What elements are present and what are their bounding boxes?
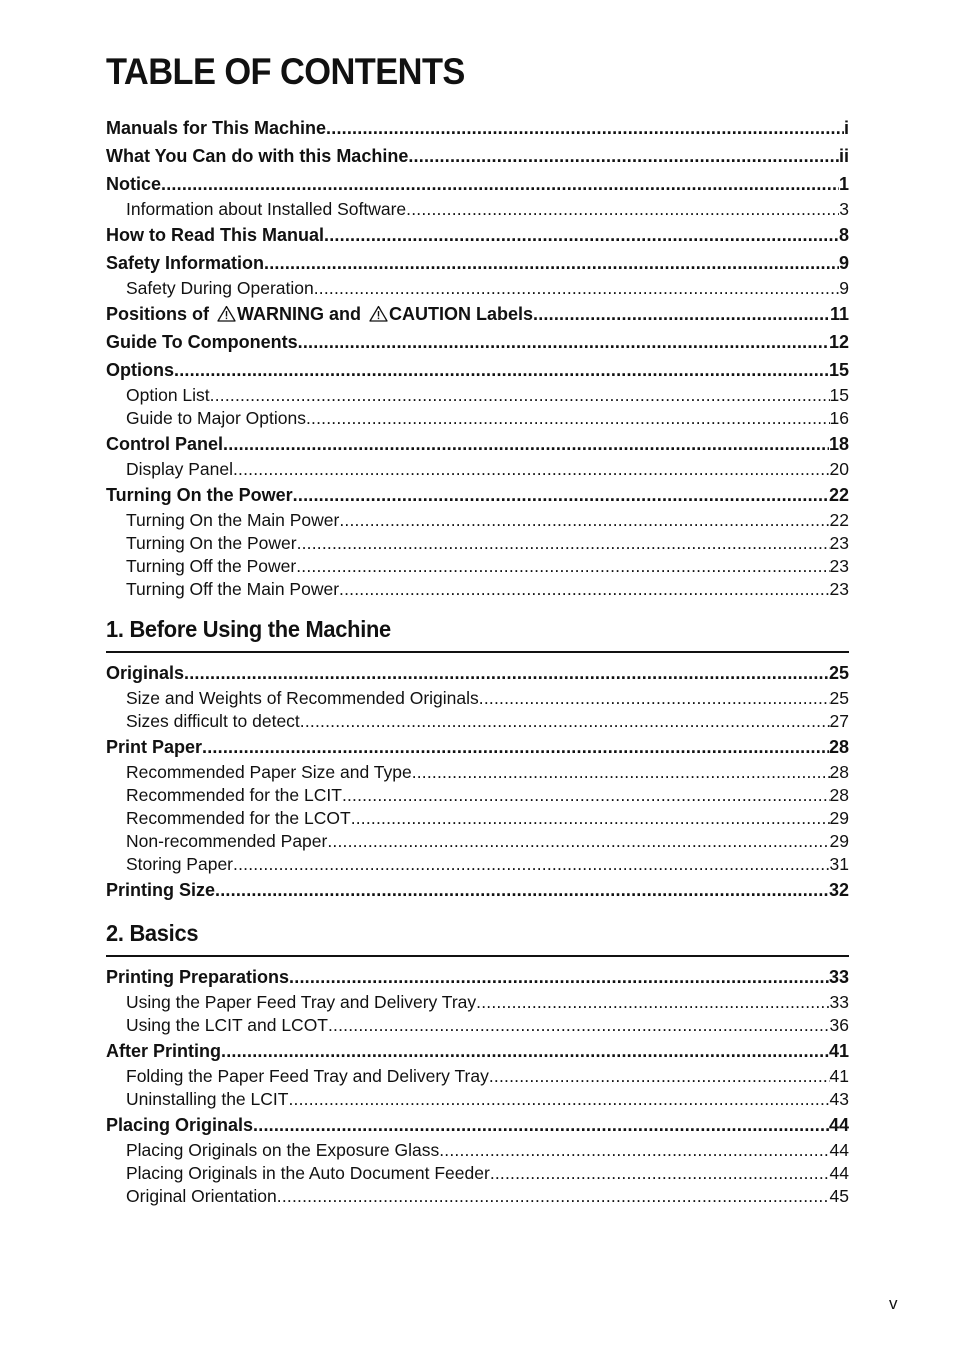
title-part: CAUTION Labels [389, 304, 534, 324]
toc-subentry[interactable] [106, 1065, 849, 1088]
warning-triangle-icon [217, 305, 236, 322]
toc-entry-title: Folding the Paper Feed Tray and Delivery Tray [126, 1066, 489, 1086]
toc-entry[interactable] [106, 142, 849, 170]
toc-entry[interactable] [106, 249, 849, 277]
dot-leader [328, 1014, 830, 1037]
dot-leader [327, 830, 829, 853]
toc-subentry[interactable] [106, 1014, 849, 1037]
dot-leader [221, 1037, 829, 1065]
toc-entry-title: Manuals for This Machine [106, 118, 327, 138]
toc-entry-title: Turning On the Power [106, 485, 293, 505]
warning-triangle-icon [369, 305, 388, 322]
toc-subentry[interactable] [106, 509, 849, 532]
dot-leader [439, 1139, 829, 1162]
toc-entry-title: Recommended Paper Size and Type [126, 762, 412, 782]
dot-leader [215, 876, 829, 904]
toc-subentry[interactable] [106, 384, 849, 407]
toc-subentry[interactable] [106, 532, 849, 555]
toc-entry-page: 44 [828, 1115, 849, 1135]
toc-entry[interactable] [106, 659, 849, 687]
dot-leader [253, 1111, 829, 1139]
toc-entry-title: Non-recommended Paper [126, 831, 328, 851]
toc-entry-page: 29 [829, 808, 849, 828]
dot-leader [490, 1162, 830, 1185]
dot-leader [324, 221, 839, 249]
toc-entry-title: Using the Paper Feed Tray and Delivery Tray [126, 992, 477, 1012]
toc-subentry[interactable] [106, 710, 849, 733]
dot-leader [298, 328, 829, 356]
toc-entry-page: 33 [829, 992, 849, 1012]
toc-entry-page: 28 [829, 785, 849, 805]
toc-entry-page: 41 [828, 1041, 849, 1061]
dot-leader [406, 198, 839, 221]
toc-subentry[interactable] [106, 407, 849, 430]
dot-leader [489, 1065, 830, 1088]
toc-entry-page: 31 [829, 854, 849, 874]
toc-entry-page: 44 [829, 1163, 849, 1183]
toc-entry-page: 45 [829, 1186, 849, 1206]
toc-entry-page: 8 [838, 225, 849, 245]
toc-entry-title: Guide To Components [106, 332, 298, 352]
toc-entry-title: Recommended for the LCIT [126, 785, 342, 805]
page-title: TABLE OF CONTENTS [106, 51, 465, 92]
dot-leader [264, 249, 839, 277]
dot-leader [306, 407, 830, 430]
toc-entry-page: 23 [829, 533, 849, 553]
dot-leader [202, 733, 829, 761]
toc-entry-page: 16 [829, 408, 849, 428]
toc-chapter-1 [106, 659, 849, 904]
toc-entry[interactable] [106, 430, 849, 458]
toc-entry-title: Printing Preparations [106, 967, 290, 987]
toc-entry-page: 32 [828, 880, 849, 900]
toc-entry-title: Guide to Major Options [126, 408, 306, 428]
toc-subentry[interactable] [106, 1139, 849, 1162]
toc-entry-page: ii [838, 146, 849, 166]
toc-entry-page: 12 [828, 332, 849, 352]
toc-subentry[interactable] [106, 807, 849, 830]
dot-leader [533, 300, 830, 328]
toc-entry-page: 9 [838, 253, 849, 273]
toc-entry-page: 23 [829, 579, 849, 599]
dot-leader [412, 761, 830, 784]
dot-leader [342, 784, 830, 807]
toc-entry-title: Using the LCIT and LCOT [126, 1015, 328, 1035]
chapter-heading [106, 918, 849, 957]
toc-entry-title: How to Read This Manual [106, 225, 325, 245]
toc-entry-title [106, 300, 533, 328]
toc-entry[interactable] [106, 963, 849, 991]
toc-entry-title: Recommended for the LCOT [126, 808, 351, 828]
dot-leader [277, 1185, 830, 1208]
toc-subentry[interactable] [106, 761, 849, 784]
toc-entry-title: Print Paper [106, 737, 203, 757]
toc-entry-title: Turning On the Main Power [126, 510, 340, 530]
toc-subentry[interactable] [106, 198, 849, 221]
toc-entry-page: 23 [829, 556, 849, 576]
dot-leader [300, 710, 830, 733]
toc-entry-page: 15 [829, 385, 849, 405]
toc-entry-page: 20 [829, 459, 849, 479]
title-part: WARNING and [237, 304, 366, 324]
toc-subentry[interactable] [106, 1162, 849, 1185]
toc-entry-title: Uninstalling the LCIT [126, 1089, 289, 1109]
toc-subentry[interactable] [106, 853, 849, 876]
toc-entry-page: 29 [829, 831, 849, 851]
dot-leader [408, 142, 839, 170]
toc-entry[interactable] [106, 114, 849, 142]
toc-entry-title: After Printing [106, 1041, 221, 1061]
toc-subentry[interactable] [106, 784, 849, 807]
toc-entry-title: Originals [106, 663, 185, 683]
toc-entry-page: 41 [829, 1066, 849, 1086]
toc-entry-title: Placing Originals in the Auto Document Feeder [126, 1163, 490, 1183]
toc-entry-title: Printing Size [106, 880, 216, 900]
page-number: v [889, 1294, 898, 1313]
toc-entry[interactable] [106, 733, 849, 761]
dot-leader [351, 807, 830, 830]
toc-entry[interactable] [106, 300, 849, 328]
toc-entry[interactable] [106, 221, 849, 249]
dot-leader [233, 458, 830, 481]
dot-leader [297, 532, 830, 555]
toc-entry-page: 27 [829, 711, 849, 731]
toc-entry-page: 33 [828, 967, 849, 987]
toc-entry-title: Turning Off the Power [126, 556, 297, 576]
dot-leader [184, 659, 829, 687]
toc-entry[interactable] [106, 1111, 849, 1139]
dot-leader [223, 430, 829, 458]
toc-subentry[interactable] [106, 1088, 849, 1111]
dot-leader [326, 114, 844, 142]
dot-leader [210, 384, 830, 407]
toc-entry-page: 15 [828, 360, 849, 380]
chapter-heading [106, 614, 849, 653]
toc-entry-title: Original Orientation [126, 1186, 277, 1206]
toc-subentry[interactable] [106, 687, 849, 710]
toc-entry-title: Option List [126, 385, 210, 405]
toc-entry-page: 44 [829, 1140, 849, 1160]
toc-entry-title: Storing Paper [126, 854, 234, 874]
toc-entry-title: Sizes difficult to detect [126, 711, 300, 731]
toc-entry-page: 18 [828, 434, 849, 454]
toc-subentry[interactable] [106, 578, 849, 601]
toc-entry-title: What You Can do with this Machine [106, 146, 409, 166]
toc-entry[interactable] [106, 481, 849, 509]
toc-entry[interactable] [106, 1037, 849, 1065]
dot-leader [479, 687, 830, 710]
toc-entry-title: Display Panel [126, 459, 233, 479]
toc-entry-page: 25 [828, 663, 849, 683]
toc-entry-page: 28 [829, 762, 849, 782]
toc-chapter-2 [106, 963, 849, 1208]
toc-entry-page: 22 [829, 510, 849, 530]
toc-entry[interactable] [106, 328, 849, 356]
dot-leader [476, 991, 829, 1014]
toc-entry-page: i [843, 118, 849, 138]
toc-entry-title: Placing Originals [106, 1115, 254, 1135]
dot-leader [339, 578, 830, 601]
title-part: Positions of [106, 304, 214, 324]
dot-leader [339, 509, 829, 532]
toc-entry-title: Size and Weights of Recommended Originals [126, 688, 479, 708]
toc-entry-page: 25 [829, 688, 849, 708]
toc-entry-title: Notice [106, 174, 162, 194]
toc-subentry[interactable] [106, 991, 849, 1014]
toc-subentry[interactable] [106, 555, 849, 578]
toc-entry-title: Placing Originals on the Exposure Glass [126, 1140, 440, 1160]
chapter-title: 1. Before Using the Machine [106, 616, 391, 642]
toc-subentry[interactable] [106, 458, 849, 481]
dot-leader [293, 481, 829, 509]
toc-entry-title: Safety During Operation [126, 278, 314, 298]
dot-leader [174, 356, 829, 384]
toc-entry-page: 28 [828, 737, 849, 757]
toc-entry-page: 43 [829, 1089, 849, 1109]
dot-leader [233, 853, 830, 876]
chapter-title: 2. Basics [106, 920, 199, 946]
toc-entry-page: 1 [838, 174, 849, 194]
toc-subentry[interactable] [106, 277, 849, 300]
toc-entry-page: 3 [839, 199, 849, 219]
toc-entry[interactable] [106, 170, 849, 198]
toc-subentry[interactable] [106, 1185, 849, 1208]
toc-entry-page: 22 [828, 485, 849, 505]
toc-entry-page: 11 [829, 304, 849, 324]
toc-entry[interactable] [106, 356, 849, 384]
toc-entry-page: 36 [829, 1015, 849, 1035]
toc-entry-title: Information about Installed Software [126, 199, 407, 219]
toc-entry-title: Turning Off the Main Power [126, 579, 340, 599]
toc-entry-title: Control Panel [106, 434, 224, 454]
toc-entry-title: Turning On the Power [126, 533, 297, 553]
toc-subentry[interactable] [106, 830, 849, 853]
dot-leader [161, 170, 839, 198]
toc-entry-page: 9 [839, 278, 849, 298]
toc-entry-title: Options [106, 360, 174, 380]
dot-leader [289, 963, 829, 991]
toc-entry-title: Safety Information [106, 253, 265, 273]
dot-leader [314, 277, 840, 300]
toc-front-matter [106, 114, 849, 601]
dot-leader [288, 1088, 829, 1111]
toc-entry[interactable] [106, 876, 849, 904]
dot-leader [296, 555, 829, 578]
